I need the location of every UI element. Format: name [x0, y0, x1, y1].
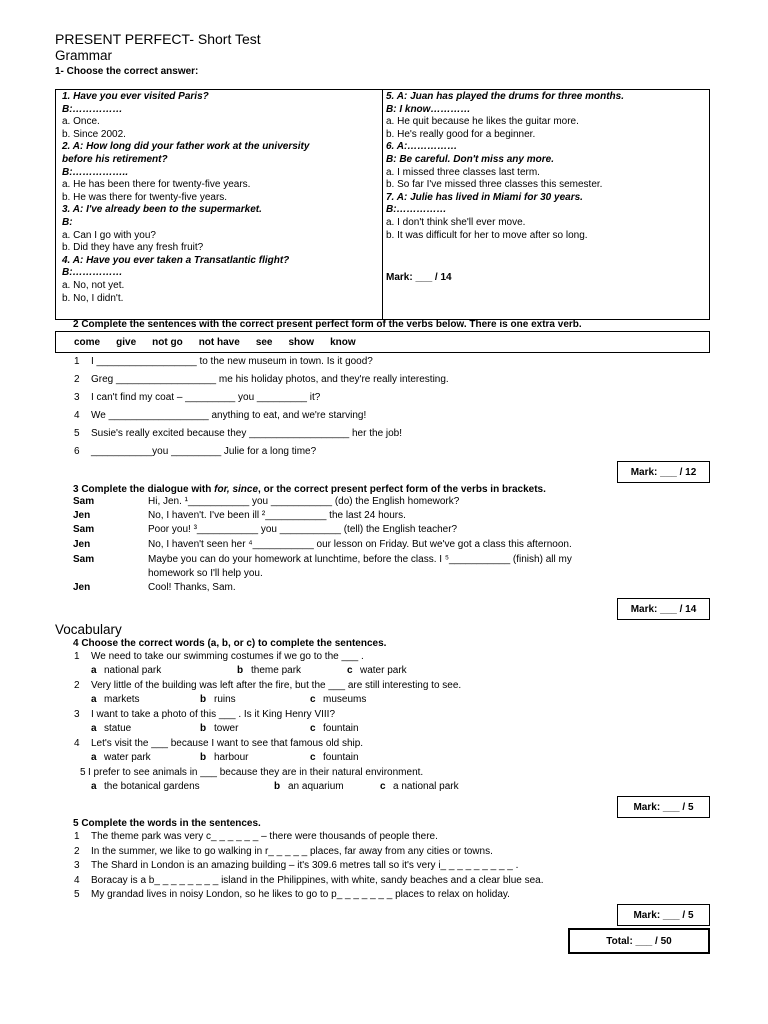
question-line: b. Since 2002.: [62, 128, 126, 140]
section5-instruction: 5 Complete the words in the sentences.: [73, 818, 261, 829]
dialogue-line: Poor you! ³___________ you ___________ (tell) the English teacher?: [148, 524, 458, 535]
sentence-item: ___________you _________ Julie for a long time?: [91, 446, 317, 457]
item-number: 2: [74, 845, 80, 857]
item-number: 3: [74, 392, 80, 403]
question-line: B:: [62, 217, 73, 228]
option-letter: a: [91, 781, 97, 792]
question-line: b. Did they have any fresh fruit?: [62, 242, 204, 254]
option-letter: b: [200, 723, 207, 734]
sentence-item: I __________________ to the new museum in town. Is it good?: [91, 356, 373, 367]
section1-mark: Mark: ___ / 14: [386, 272, 452, 283]
section1-instruction: 1- Choose the correct answer:: [55, 66, 199, 77]
question-line: B:……………..: [62, 166, 129, 178]
question-line: 4. A: Have you ever taken a Transatlantic flight?: [62, 254, 290, 266]
sentence-item: The theme park was very c_ _ _ _ _ _ – there were thousands of people there.: [91, 831, 438, 842]
question-line: B:……………: [62, 267, 123, 279]
question-line: B: Be careful. Don't miss any more.: [386, 154, 554, 165]
option-a: the botanical gardens: [104, 781, 200, 792]
question-line: a. I missed three classes last term.: [386, 166, 540, 178]
verb-word: come: [74, 336, 101, 348]
option-letter: b: [274, 781, 281, 792]
option-c: museums: [323, 694, 367, 705]
section4-mark: Mark: ___ / 5: [617, 796, 710, 818]
option-letter: b: [200, 694, 207, 705]
item-number: 1: [74, 651, 80, 662]
option-b: theme park: [251, 665, 302, 676]
question-line: a. Can I go with you?: [62, 229, 156, 241]
sentence-item: In the summer, we like to go walking in r_ _ _ _ _ places, far away from any cities or towns.: [91, 845, 493, 857]
option-b: ruins: [214, 694, 236, 705]
word-box: [55, 331, 710, 353]
question-line: before his retirement?: [62, 154, 168, 165]
item-number: 2: [74, 374, 80, 385]
question-line: B: I know…………: [386, 103, 471, 115]
item-number: 5: [74, 889, 80, 900]
option-letter: c: [310, 752, 316, 763]
question-line: b. No, I didn't.: [62, 292, 124, 304]
dialogue-line: Maybe you can do your homework at lunchtime, before the class. I ⁵___________ (finish) all my: [148, 554, 572, 565]
item-number: 4: [74, 874, 80, 886]
verb-word: know: [330, 336, 356, 348]
item-number: 1: [74, 831, 80, 842]
option-letter: a: [91, 694, 97, 705]
question-line: a. I don't think she'll ever move.: [386, 217, 526, 228]
section2-mark: Mark: ___ / 12: [617, 461, 710, 483]
question-line: a. He has been there for twenty-five years.: [62, 179, 251, 191]
section3-instruction-b: , or the correct present perfect form of the verbs in brackets.: [258, 484, 546, 495]
speaker-name: Jen: [73, 582, 91, 593]
item-number: 5: [80, 767, 86, 778]
item-number: 4: [74, 410, 80, 421]
question-line: a. No, not yet.: [62, 280, 125, 291]
dialogue-line: No, I haven't seen her ⁴___________ our lesson on Friday. But we've got a class this afternoon.: [148, 539, 572, 550]
sentence-item: My grandad lives in noisy London, so he likes to go to p_ _ _ _ _ _ _ places to relax on holiday.: [91, 889, 510, 900]
option-letter: c: [380, 781, 386, 792]
item-number: 6: [74, 446, 80, 457]
option-a: statue: [104, 723, 132, 734]
item-number: 4: [74, 738, 80, 749]
sentence-item: We __________________ anything to eat, and we're starving!: [91, 410, 367, 421]
page-title: PRESENT PERFECT- Short Test: [55, 31, 261, 47]
vocabulary-heading: Vocabulary: [55, 622, 122, 637]
question-text: Let's visit the ___ because I want to see that famous old ship.: [91, 738, 364, 749]
speaker-name: Jen: [73, 510, 91, 521]
question-line: 5. A: Juan has played the drums for three months.: [386, 91, 625, 102]
item-number: 3: [74, 860, 80, 871]
section3-instruction: [73, 484, 546, 495]
dialogue-line: homework so I'll help you.: [148, 568, 263, 579]
question-line: B:……………: [386, 204, 447, 216]
verb-word: not go: [152, 336, 183, 348]
item-number: 5: [74, 428, 80, 439]
speaker-name: Jen: [73, 539, 91, 550]
sentence-item: I can't find my coat – _________ you _________ it?: [91, 392, 321, 403]
speaker-name: Sam: [73, 524, 95, 535]
question-line: b. It was difficult for her to move after so long.: [386, 229, 588, 241]
section3-mark: Mark: ___ / 14: [617, 598, 710, 620]
option-b: tower: [214, 723, 239, 734]
sentence-item: Boracay is a b_ _ _ _ _ _ _ _ island in the Philippines, with white, sandy beaches and a clear blue sea.: [91, 874, 544, 886]
question-line: b. He was there for twenty-five years.: [62, 191, 228, 203]
option-a: markets: [104, 694, 140, 705]
option-b: an aquarium: [288, 781, 344, 792]
question-line: 2. A: How long did your father work at the university: [62, 141, 310, 153]
option-a: national park: [104, 665, 162, 676]
question-line: b. So far I've missed three classes this semester.: [386, 179, 603, 191]
section3-instruction-for: for, since: [214, 484, 259, 495]
item-number: 2: [74, 680, 80, 691]
question-text: I want to take a photo of this ___ . Is it King Henry VIII?: [91, 709, 336, 720]
option-letter: c: [310, 694, 316, 705]
question-line: a. Once.: [62, 116, 100, 128]
item-number: 1: [74, 356, 80, 367]
option-c: fountain: [323, 723, 359, 734]
question-line: b. He's really good for a beginner.: [386, 128, 536, 140]
question-line: B:……………: [62, 103, 123, 115]
sentence-item: Susie's really excited because they __________________ her the job!: [91, 428, 403, 439]
question-line: 3. A: I've already been to the supermarket.: [62, 204, 262, 216]
verb-word: not have: [198, 336, 240, 348]
grammar-heading: Grammar: [55, 48, 112, 63]
option-letter: c: [347, 665, 353, 676]
dialogue-line: No, I haven't. I've been ill ²___________ the last 24 hours.: [148, 510, 406, 521]
dialogue-line: Hi, Jen. ¹___________ you ___________ (do) the English homework?: [148, 496, 460, 507]
option-c: water park: [360, 665, 407, 676]
option-a: water park: [104, 752, 151, 763]
question-line: 6. A:……………: [386, 141, 458, 153]
option-c: a national park: [393, 781, 459, 792]
option-letter: a: [91, 665, 97, 676]
total-box: Total: ___ / 50: [568, 928, 710, 954]
verb-word: give: [116, 336, 137, 348]
speaker-name: Sam: [73, 496, 95, 507]
sentence-item: Greg __________________ me his holiday photos, and they're really interesting.: [91, 374, 449, 385]
section3-instruction-a: 3 Complete the dialogue with: [73, 484, 215, 495]
question-text: We need to take our swimming costumes if we go to the ___ .: [91, 651, 364, 662]
question-text: I prefer to see animals in ___ because they are in their natural environment.: [88, 767, 424, 778]
verb-word: see: [255, 336, 273, 348]
section2-instruction: 2 Complete the sentences with the correct present perfect form of the verbs below. There is one extra verb.: [73, 319, 582, 330]
option-c: fountain: [323, 752, 359, 763]
option-letter: a: [91, 723, 97, 734]
option-b: harbour: [214, 752, 249, 763]
option-letter: b: [237, 665, 244, 676]
section1-divider: [382, 89, 383, 320]
dialogue-line: Cool! Thanks, Sam.: [148, 582, 236, 593]
speaker-name: Sam: [73, 554, 95, 565]
question-line: 7. A: Julie has lived in Miami for 30 years.: [386, 191, 583, 203]
option-letter: c: [310, 723, 316, 734]
option-letter: a: [91, 752, 97, 763]
question-line: 1. Have you ever visited Paris?: [62, 91, 209, 102]
option-letter: b: [200, 752, 207, 763]
verb-word: show: [288, 336, 315, 348]
section5-mark: Mark: ___ / 5: [617, 904, 710, 926]
question-line: a. He quit because he likes the guitar more.: [386, 116, 579, 128]
sentence-item: The Shard in London is an amazing building – it's 309.6 metres tall so it's very i_ _ _ _ _ _ _ _ _ .: [91, 860, 519, 871]
question-text: Very little of the building was left after the fire, but the ___ are still interesting to see.: [91, 680, 462, 691]
section4-instruction: 4 Choose the correct words (a, b, or c) to complete the sentences.: [73, 638, 387, 649]
item-number: 3: [74, 709, 80, 720]
